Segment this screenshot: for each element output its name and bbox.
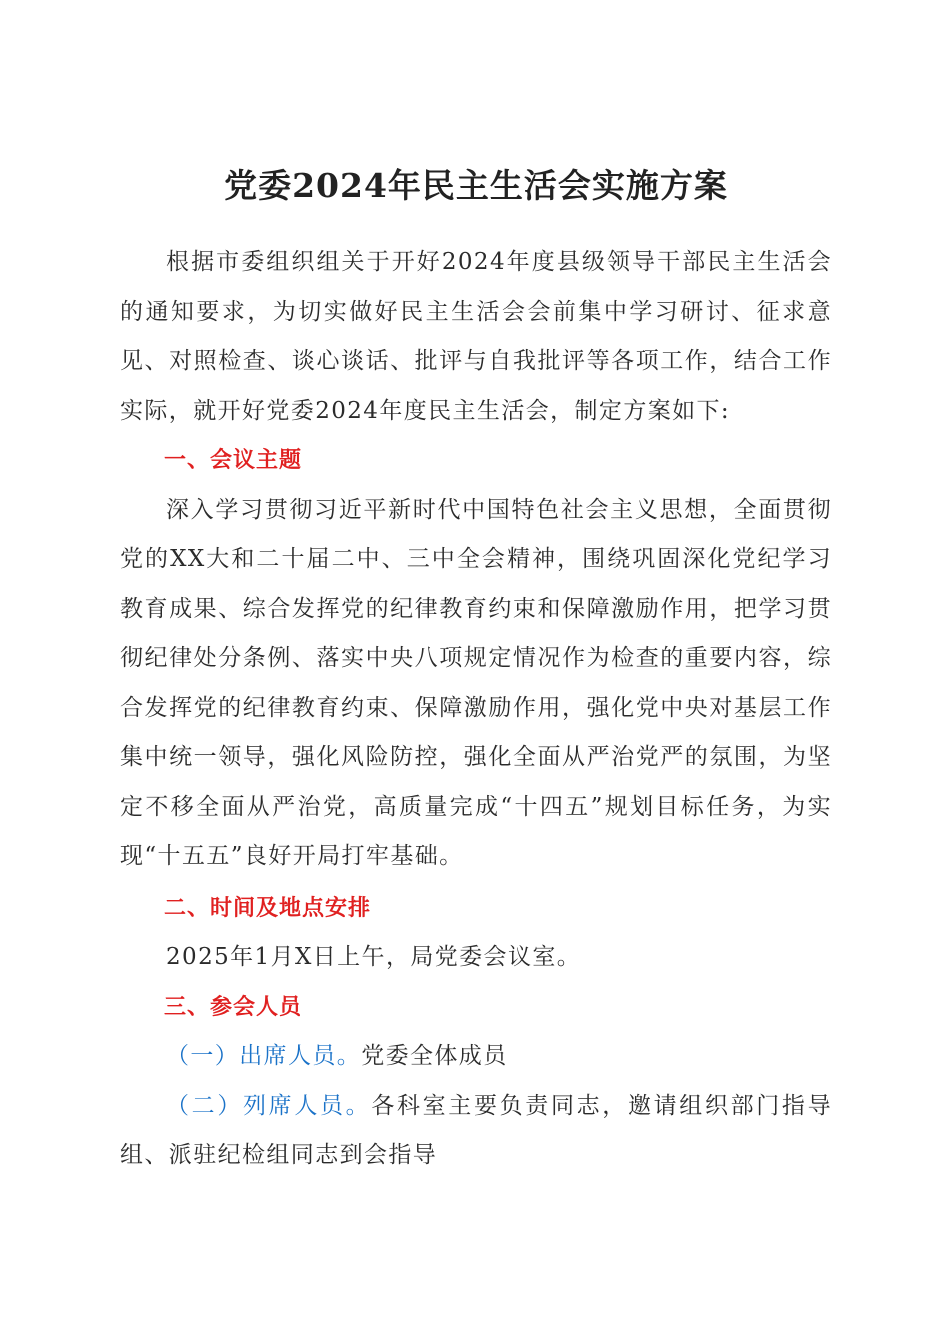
attendees-item-present <box>120 1032 832 1082</box>
attendees-item-present-text: 党委全体成员 <box>361 1043 508 1069</box>
section-heading-theme: 一、会议主题 <box>164 448 303 473</box>
section-body-theme: 深入学习贯彻习近平新时代中国特色社会主义思想，全面贯彻党的XX大和二十届二中、三中全会精神，围绕巩固深化党纪学习教育成果、综合发挥党的纪律教育约束和保障激励作用，把学习贯彻纪律处分条例、落实中央八项规定情况作为检查的重要内容，综合发挥党的纪律教育约束、保障激励作用，强化党中央对基层工作集中统一领导，强化风险防控，强化全面从严治党严的氛围，为坚定不移全面从严治党，高质量完成“十四五”规划目标任务，为实现“十五五”良好开局打牢基础。 <box>120 496 832 869</box>
attendees-item-present-label: （一）出席人员。 <box>166 1043 362 1069</box>
attendees-item-observers-label: （二）列席人员。 <box>166 1092 372 1119</box>
intro-paragraph: 根据市委组织组关于开好2024年度县级领导干部民主生活会的通知要求，为切实做好民主生活会会前集中学习研讨、征求意见、对照检查、谈心谈话、批评与自我批评等各项工作，结合工作实际，就开好党委2024年度民主生活会，制定方案如下: <box>120 249 832 424</box>
document-title: 党委2024年民主生活会实施方案 <box>224 166 728 205</box>
section-heading-time-place: 二、时间及地点安排 <box>164 895 372 921</box>
attendees-item-observers-text: 各科室主要负责同志，邀请组织部门指导组、派驻纪检组同志到会指导 <box>120 1092 832 1168</box>
section-body-time-place: 2025年1月X日上午，局党委会议室。 <box>166 944 582 970</box>
attendees-item-observers <box>120 1082 832 1181</box>
section-heading-attendees: 三、参会人员 <box>164 994 303 1020</box>
